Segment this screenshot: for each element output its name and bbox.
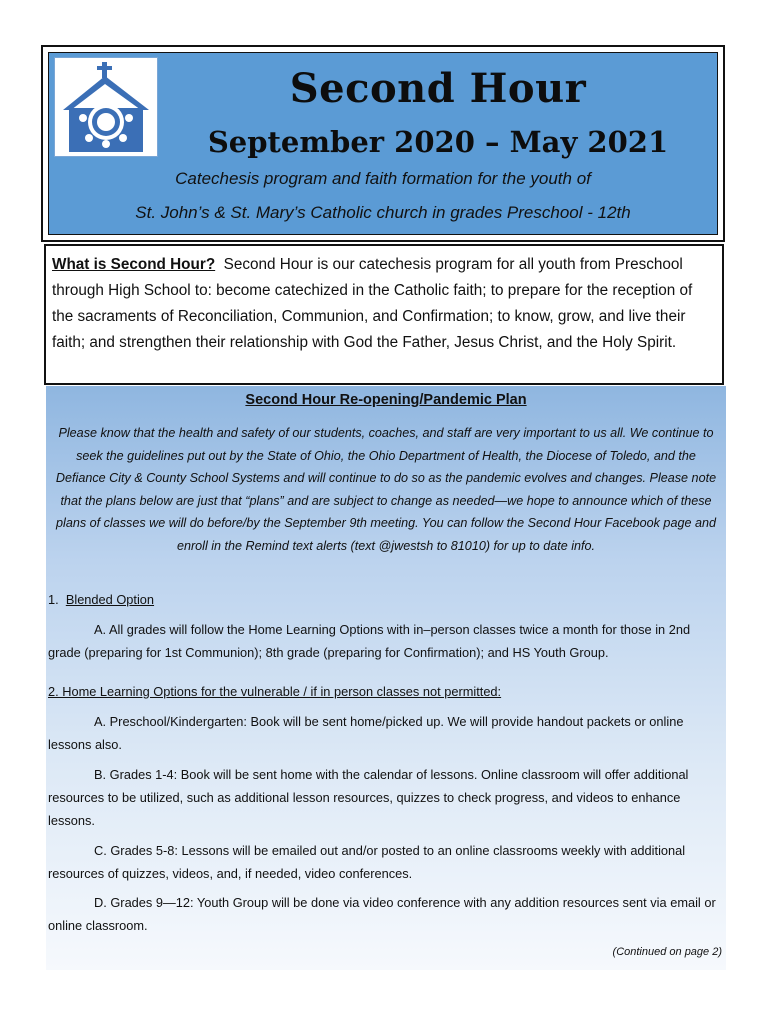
program-dates: September 2020 – May 2021 bbox=[207, 125, 669, 159]
page-title: Second Hour bbox=[289, 65, 587, 112]
header-banner bbox=[41, 45, 725, 242]
option-2-a: A. Preschool/Kindergarten: Book will be sent home/picked up. We will provide handout packets or online lessons also. bbox=[48, 714, 684, 752]
option-1-a: A. All grades will follow the Home Learning Options with in–person classes twice a month for those in 2nd grade (preparing for 1st Communion); 8th grade (preparing for Confirmation); and HS Youth Group. bbox=[48, 622, 691, 660]
header-inner bbox=[48, 52, 718, 235]
option-2-d: D. Grades 9—12: Youth Group will be done via video conference with any addition resources sent via email or online classroom. bbox=[48, 895, 716, 933]
option-2-heading: 2. Home Learning Options for the vulnerable / if in person classes not permitted: bbox=[48, 684, 502, 699]
what-is-heading: What is Second Hour? bbox=[52, 256, 216, 273]
option-2-c: C. Grades 5-8: Lessons will be emailed out and/or posted to an online classrooms weekly with additional resources of quizzes, videos, and, if needed, video conferences. bbox=[48, 843, 686, 881]
plan-title: Second Hour Re-opening/Pandemic Plan bbox=[245, 392, 527, 408]
option-1-number: 1. bbox=[48, 592, 59, 607]
option-2-b: B. Grades 1-4: Book will be sent home with the calendar of lessons. Online classroom will offer additional resources to be utilized, such as additional lesson resources, quizzes to check progress, and videos to enhance lessons. bbox=[48, 767, 689, 828]
what-is-text: Second Hour is our catechesis program for all youth from Preschool through High School to: become catechized in the Catholic faith; to prepare for the reception of the sacraments of Reconciliation, Communion, and Confirmation; to know, grow, and live their faith; and strengthen their relationship with God the Father, Jesus Christ, and the Holy Spirit. bbox=[52, 256, 693, 351]
what-is-box bbox=[44, 244, 724, 385]
header-subtitle-1: Catechesis program and faith formation for the youth of bbox=[175, 169, 591, 188]
header-subtitle-2: St. John’s & St. Mary’s Catholic church in grades Preschool - 12th bbox=[135, 203, 631, 222]
church-family-logo-icon bbox=[54, 57, 158, 157]
option-1-title: Blended Option bbox=[65, 592, 155, 607]
continued-note: (Continued on page 2) bbox=[612, 946, 722, 958]
plan-intro: Please know that the health and safety of our students, coaches, and staff are very important to us all. We continue to seek the guidelines put out by the State of Ohio, the Ohio Department of Health, the Diocese of Toledo, and the Defiance City & County School Systems and will continue to do so as the pandemic evolves and changes. Please note that the plans below are just that “plans” and are subject to change as needed—we hope to announce which of these plans of classes we will do before/by the September 9th meeting. You can follow the Second Hour Facebook page and enroll in the Remind text alerts (text @jwestsh to 81010) for up to date info. bbox=[55, 426, 717, 553]
option-1-heading bbox=[48, 588, 720, 611]
